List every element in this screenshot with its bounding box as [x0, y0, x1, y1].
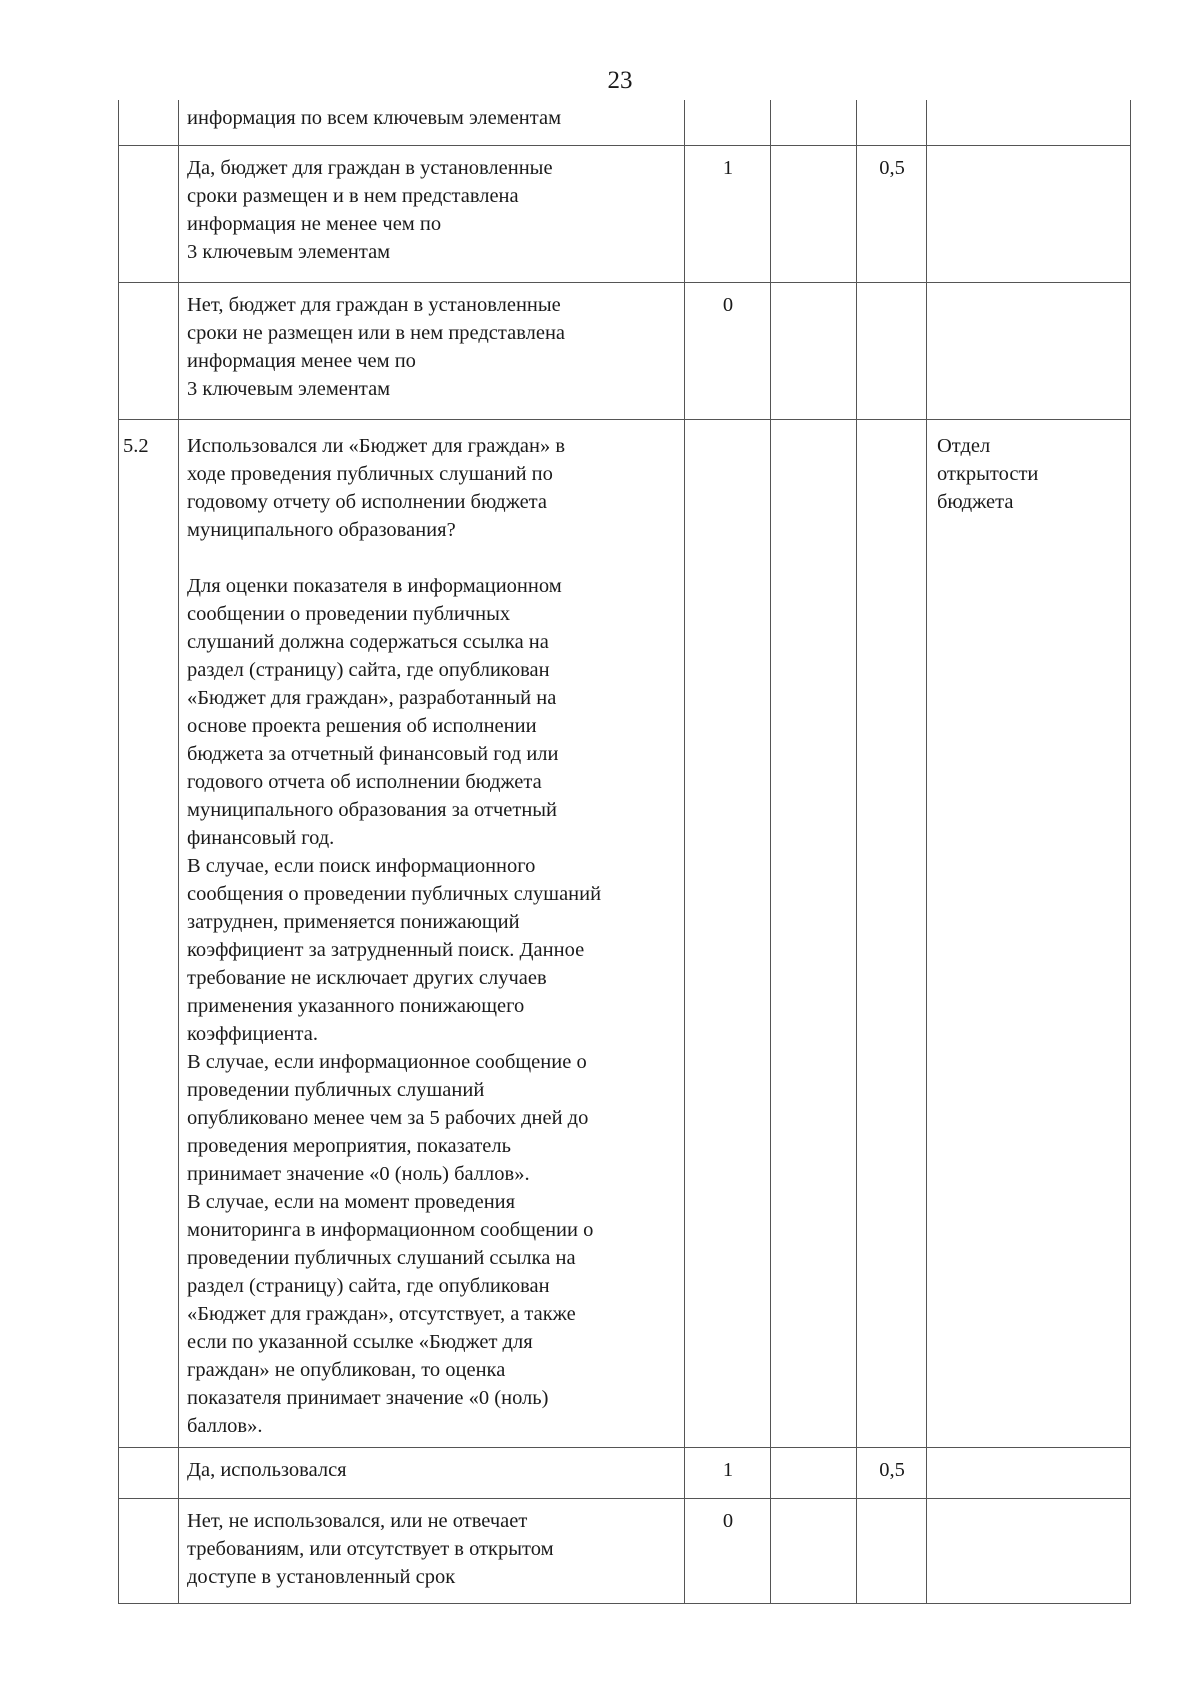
- weight-cell: [771, 1448, 857, 1499]
- row-number-cell: [119, 146, 179, 283]
- coefficient-cell: [857, 420, 927, 1448]
- criterion-text-cell: Нет, бюджет для граждан в установленные сроки не размещен или в нем представлена информация менее чем по 3 ключевым элементам: [179, 283, 685, 420]
- max-score-cell: 0: [685, 1499, 771, 1604]
- criterion-text-cell: Да, бюджет для граждан в установленные сроки размещен и в нем представлена информация не менее чем по 3 ключевым элементам: [179, 146, 685, 283]
- table-row: [119, 146, 1131, 283]
- max-score-cell: 1: [685, 146, 771, 283]
- row-number-cell: [119, 1499, 179, 1604]
- page-number: 23: [607, 67, 633, 94]
- coefficient-cell: [857, 283, 927, 420]
- responsible-cell: [927, 100, 1131, 146]
- max-score-cell: [685, 420, 771, 1448]
- row-number-cell: [119, 283, 179, 420]
- criteria-table: [118, 100, 1131, 1604]
- weight-cell: [771, 1499, 857, 1604]
- weight-cell: [771, 146, 857, 283]
- weight-cell: [771, 420, 857, 1448]
- coefficient-cell: [857, 100, 927, 146]
- criterion-text-cell: Да, использовался: [179, 1448, 685, 1499]
- row-number-cell: [119, 100, 179, 146]
- criterion-text-cell: Использовался ли «Бюджет для граждан» в ходе проведения публичных слушаний по годовому отчету об исполнении бюджета муниципального образования? Для оценки показателя в информационном сообщении о проведении публичных слушаний должна содержаться ссылка на раздел (страницу) сайта, где опубликован «Бюджет для граждан», разработанный на основе проекта решения об исполнении бюджета за отчетный финансовый год или годового отчета об исполнении бюджета муниципального образования за отчетный финансовый год. В случае, если поиск информационного сообщения о проведении публичных слушаний затруднен, применяется понижающий коэффициент за затрудненный поиск. Данное требование не исключает других случаев применения указанного понижающего коэффициента. В случае, если информационное сообщение о проведении публичных слушаний опубликовано менее чем за 5 рабочих дней до проведения мероприятия, показатель принимает значение «0 (ноль) баллов». В случае, если на момент проведения мониторинга в информационном сообщении о проведении публичных слушаний ссылка на раздел (страницу) сайта, где опубликован «Бюджет для граждан», отсутствует, а также если по указанной ссылке «Бюджет для граждан» не опубликован, то оценка показателя принимает значение «0 (ноль) баллов».: [179, 420, 685, 1448]
- criterion-text-cell: Нет, не использовался, или не отвечает требованиям, или отсутствует в открытом доступе в установленный срок: [179, 1499, 685, 1604]
- table-row: [119, 420, 1131, 1448]
- criterion-text-cell: информация по всем ключевым элементам: [179, 100, 685, 146]
- criteria-table-wrapper: [118, 100, 1130, 1604]
- max-score-cell: [685, 100, 771, 146]
- max-score-cell: 1: [685, 1448, 771, 1499]
- coefficient-cell: 0,5: [857, 146, 927, 283]
- responsible-cell: [927, 1448, 1131, 1499]
- row-number-cell: 5.2: [119, 420, 179, 1448]
- responsible-cell: Отдел открытости бюджета: [927, 420, 1131, 1448]
- responsible-cell: [927, 1499, 1131, 1604]
- weight-cell: [771, 100, 857, 146]
- responsible-cell: [927, 146, 1131, 283]
- coefficient-cell: [857, 1499, 927, 1604]
- responsible-cell: [927, 283, 1131, 420]
- weight-cell: [771, 283, 857, 420]
- max-score-cell: 0: [685, 283, 771, 420]
- table-row: [119, 1499, 1131, 1604]
- table-row: [119, 1448, 1131, 1499]
- coefficient-cell: 0,5: [857, 1448, 927, 1499]
- table-row: [119, 283, 1131, 420]
- row-number-cell: [119, 1448, 179, 1499]
- table-row: [119, 100, 1131, 146]
